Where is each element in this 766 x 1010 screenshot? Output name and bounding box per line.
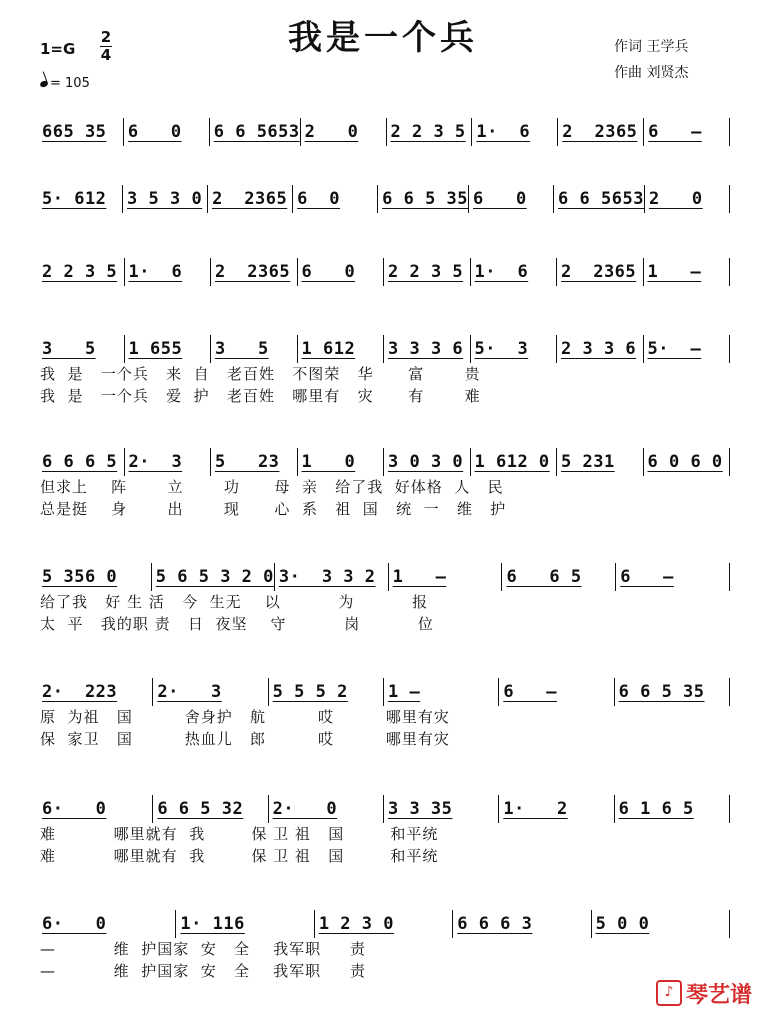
measure-line xyxy=(40,185,730,213)
lyric-line: 原 为祖 国 舍身护 航 哎 哪里有灾 xyxy=(40,708,450,726)
measure: 6 6 5 35 xyxy=(615,678,730,706)
score-row xyxy=(40,258,730,286)
measure: 1· 6 xyxy=(471,258,558,286)
lyric-line: 我 是 一个兵 爱 护 老百姓 哪里有 灾 有 难 xyxy=(40,387,481,405)
key-signature: 1=G xyxy=(40,40,76,58)
measure: 1 612 0 xyxy=(471,448,558,476)
lyric-line: 但求上 阵 立 功 母 亲 给了我 好体格 人 民 xyxy=(40,478,504,496)
measure: 6 6 5 35 xyxy=(378,185,469,213)
measure-line xyxy=(40,448,730,476)
measure: 5· 3 xyxy=(471,335,558,363)
score-row xyxy=(40,185,730,213)
quarter-note-icon xyxy=(39,80,49,88)
measure: 3 5 xyxy=(211,335,298,363)
measure: 2 2365 xyxy=(558,118,644,146)
watermark-logo-icon: ♪ xyxy=(656,980,682,1006)
measure: 2 2 3 5 xyxy=(384,258,471,286)
measure: 1· 2 xyxy=(499,795,614,823)
tempo-marking xyxy=(40,76,90,91)
lyric-line: 给了我 好 生 活 今 生无 以 为 报 xyxy=(40,593,429,611)
measure: 1 — xyxy=(384,678,499,706)
measure: 2 2365 xyxy=(211,258,298,286)
score-row xyxy=(40,335,730,407)
measure: 5· 612 xyxy=(40,185,123,213)
lyric-line: 难 哪里就有 我 保 卫 祖 国 和平统 xyxy=(40,825,439,843)
score-row xyxy=(40,118,730,146)
score-row xyxy=(40,795,730,867)
measure: 3· 3 3 2 xyxy=(275,563,389,591)
measure: 6 1 6 5 xyxy=(615,795,730,823)
measure: 5 356 0 xyxy=(40,563,152,591)
measure: 6 6 5 32 xyxy=(153,795,268,823)
measure: 1· 6 xyxy=(472,118,558,146)
measure: 1 0 xyxy=(298,448,385,476)
measure: 2 0 xyxy=(301,118,387,146)
measure: 3 3 35 xyxy=(384,795,499,823)
lyric-line: 总是挺 身 出 现 心 系 祖 国 统 一 维 护 xyxy=(40,500,507,518)
lyric-line: — 维 护国家 安 全 我军职 责 xyxy=(40,962,366,980)
composer-credit: 作曲 刘贤杰 xyxy=(614,65,689,81)
measure: 2 0 xyxy=(645,185,730,213)
watermark: 琴艺谱 xyxy=(686,983,753,1008)
time-sig-top: 2 xyxy=(100,28,112,46)
measure: 2· 223 xyxy=(40,678,153,706)
song-title: 我是一个兵 xyxy=(288,18,478,58)
measure: 6 6 5653 xyxy=(554,185,645,213)
measure: 6 0 6 0 xyxy=(644,448,731,476)
measure-line xyxy=(40,678,730,706)
score-row xyxy=(40,678,730,750)
measure: 6 0 xyxy=(469,185,554,213)
measure: 5· — xyxy=(644,335,731,363)
measure: 6 0 xyxy=(124,118,210,146)
measure-line xyxy=(40,335,730,363)
measure: 5 231 xyxy=(557,448,644,476)
measure: 2 2365 xyxy=(208,185,293,213)
measure: 5 23 xyxy=(211,448,298,476)
score-row xyxy=(40,910,730,982)
measure: 6 6 6 3 xyxy=(453,910,591,938)
measure: 2· 3 xyxy=(153,678,268,706)
measure: 6 6 5653 xyxy=(210,118,301,146)
measure: 6 6 5 xyxy=(502,563,616,591)
measure: 2 2 3 5 xyxy=(40,258,125,286)
measure: 1 655 xyxy=(125,335,212,363)
measure: 6 6 6 5 xyxy=(40,448,125,476)
measure: 6 — xyxy=(499,678,614,706)
measure-line xyxy=(40,258,730,286)
measure: 1· 116 xyxy=(176,910,314,938)
measure-line xyxy=(40,910,730,938)
measure: 2 2365 xyxy=(557,258,644,286)
time-signature xyxy=(100,30,112,63)
measure: 6 — xyxy=(644,118,730,146)
measure: 1 — xyxy=(389,563,503,591)
measure: 2· 0 xyxy=(269,795,384,823)
measure: 6 — xyxy=(616,563,730,591)
measure-line xyxy=(40,795,730,823)
lyric-line: — 维 护国家 安 全 我军职 责 xyxy=(40,940,366,958)
measure: 5 0 0 xyxy=(592,910,730,938)
measure: 6 0 xyxy=(298,258,385,286)
measure: 665 35 xyxy=(40,118,124,146)
lyricist-credit: 作词 王学兵 xyxy=(614,39,689,55)
lyric-line: 保 家卫 国 热血儿 郎 哎 哪里有灾 xyxy=(40,730,450,748)
measure: 3 3 3 6 xyxy=(384,335,471,363)
measure: 3 0 3 0 xyxy=(384,448,471,476)
measure-line xyxy=(40,563,730,591)
measure: 3 5 3 0 xyxy=(123,185,208,213)
measure: 6· 0 xyxy=(40,910,176,938)
measure: 3 5 xyxy=(40,335,125,363)
measure: 1· 6 xyxy=(125,258,212,286)
measure: 2 2 3 5 xyxy=(387,118,473,146)
measure: 1 2 3 0 xyxy=(315,910,453,938)
score-row xyxy=(40,448,730,520)
measure: 2· 3 xyxy=(125,448,212,476)
measure: 2 3 3 6 xyxy=(557,335,644,363)
lyric-line: 我 是 一个兵 来 自 老百姓 不图荣 华 富 贵 xyxy=(40,365,481,383)
measure: 5 5 5 2 xyxy=(269,678,384,706)
measure-line xyxy=(40,118,730,146)
lyric-line: 太 平 我的职 责 日 夜坚 守 岗 位 xyxy=(40,615,434,633)
measure: 6 0 xyxy=(293,185,378,213)
score-row xyxy=(40,563,730,635)
tempo-value: = 105 xyxy=(50,76,90,91)
time-sig-bottom: 4 xyxy=(100,46,112,64)
measure: 1 — xyxy=(644,258,731,286)
lyric-line: 难 哪里就有 我 保 卫 祖 国 和平统 xyxy=(40,847,439,865)
measure: 6· 0 xyxy=(40,795,153,823)
measure: 5 6 5 3 2 0 xyxy=(152,563,275,591)
measure: 1 612 xyxy=(298,335,385,363)
